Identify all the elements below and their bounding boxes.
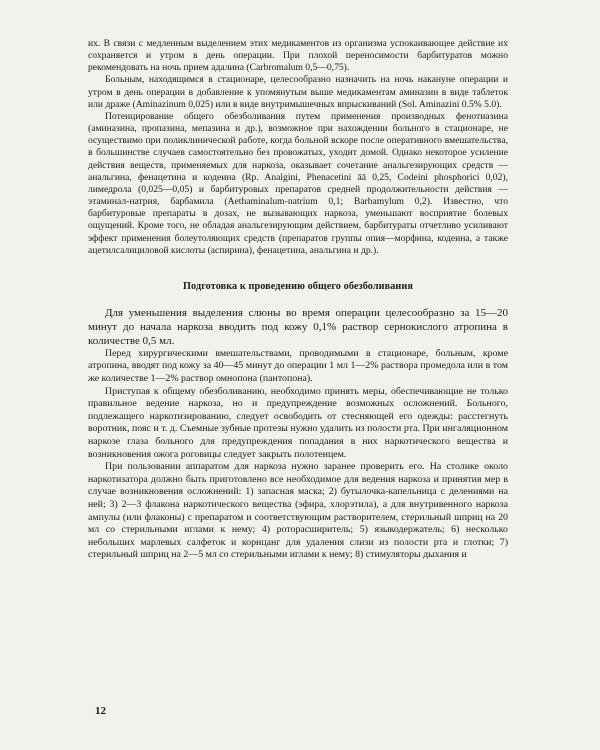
- page-number: 12: [95, 705, 106, 717]
- paragraph-4: Для уменьшения выделения слюны во время операции целесообразно за 15—20 минут до начала наркоза вводить под кожу 0,1% раствор сернокислого атропина в количестве 0,5 мл.: [88, 306, 508, 347]
- section-intro: [88, 38, 508, 257]
- paragraph-3: Потенцирование общего обезболивания путем применения производных фенотиазина (аминазина, пропазина, мепазина и др.), возможное при нахождении больного в стационаре, не осуществимо при поликлинической работе, когда больной вскоре после оперативного вмешательства, в большинстве случаев самостоятельно без провожатых, уходит домой. Однако некоторое усиление действия веществ, применяемых для наркоза, оказывает сочетание анальгезирующих средств — анальгина, фенацетина и кодеина (Rp. Analgini, Phenacetini āā 0,25, Codeini phosphorici 0,02), лимедрола (0,025—0,05) и барбитуровых препаратов средней продолжительности действия — этаминал-натрия, барбамила (Aethaminalum-natrium 0,1; Barbamylum 0,2). Известно, что барбитуровые препараты в дозах, не вызывающих наркоза, уменьшают восприятие болевых ощущений. Кроме того, не обладая анальгезирующим действием, барбитураты отчетливо усиливают эффект применения болеутоляющих средств (препаратов группы опия—морфина, кодеина, а также ацетилсалициловой кислоты (аспирина), фенацетина, анальгина и др.).: [88, 110, 508, 256]
- section-preparation: [88, 306, 508, 562]
- paragraph-2: Больным, находящимся в стационаре, целесообразно назначить на ночь накануне операции и утром в день операции в добавление к упомянутым выше медикаментам аминазин в виде таблеток или драже (Aminazinum 0,025) или в виде внутримышечных впрыскиваний (Sol. Aminazini 0.5% 5.0).: [88, 74, 508, 110]
- paragraph-7: При пользовании аппаратом для наркоза нужно заранее проверить его. На столике около наркотизатора должно быть приготовлено все необходимое для ведения наркоза и принятия мер в случае возникновения осложнений: 1) запасная маска; 2) бутылочка-капельница с делениями на ней; 3) 2—3 флакона наркотического вещества (эфира, хлорэтила), а для внутривенного наркоза ампулы (или флаконы) с препаратом и соответствующим растворителем, стерильный шприц на 20 мл со стерильными иглами к нему; 4) роторасширитель; 5) языкодержатель; 6) несколько небольших марлевых салфеток и корнцанг для удаления слизи из полости рта и глотки; 7) стерильный шприц на 2—5 мл со стерильными иглами к нему; 8) стимуляторы дыхания и: [88, 461, 508, 561]
- paragraph-1: их. В связи с медленным выделением этих медикаментов из организма успокаивающее действие их сохраняется и утром в день операции. При плохой переносимости барбитуратов можно рекомендовать на ночь прием адалина (Carbromalum 0,5—0,75).: [88, 38, 508, 74]
- paragraph-5: Перед хирургическими вмешательствами, проводимыми в стационаре, больным, кроме атропина, вводят под кожу за 40—45 минут до операции 1 мл 1—2% раствора промедола или в том же количестве 1—2% раствор омнопона (пантопона).: [88, 347, 508, 384]
- text-column: [88, 38, 508, 562]
- section-heading: Подготовка к проведению общего обезболивания: [183, 280, 413, 292]
- paragraph-6: Приступая к общему обезболиванию, необходимо принять меры, обеспечивающие не только правильное ведение наркоза, но и предупреждение возможных осложнений. Больного, подлежащего наркотизированию, следует освободить от стесняющей его одежды: расстегнуть воротник, пояс и т. д. Съемные зубные протезы нужно удалить из полости рта. При ингаляционном наркозе глаза больного для предупреждения попадания в них наркотического вещества и возникновения ожога роговицы следует закрыть полотенцем.: [88, 385, 508, 460]
